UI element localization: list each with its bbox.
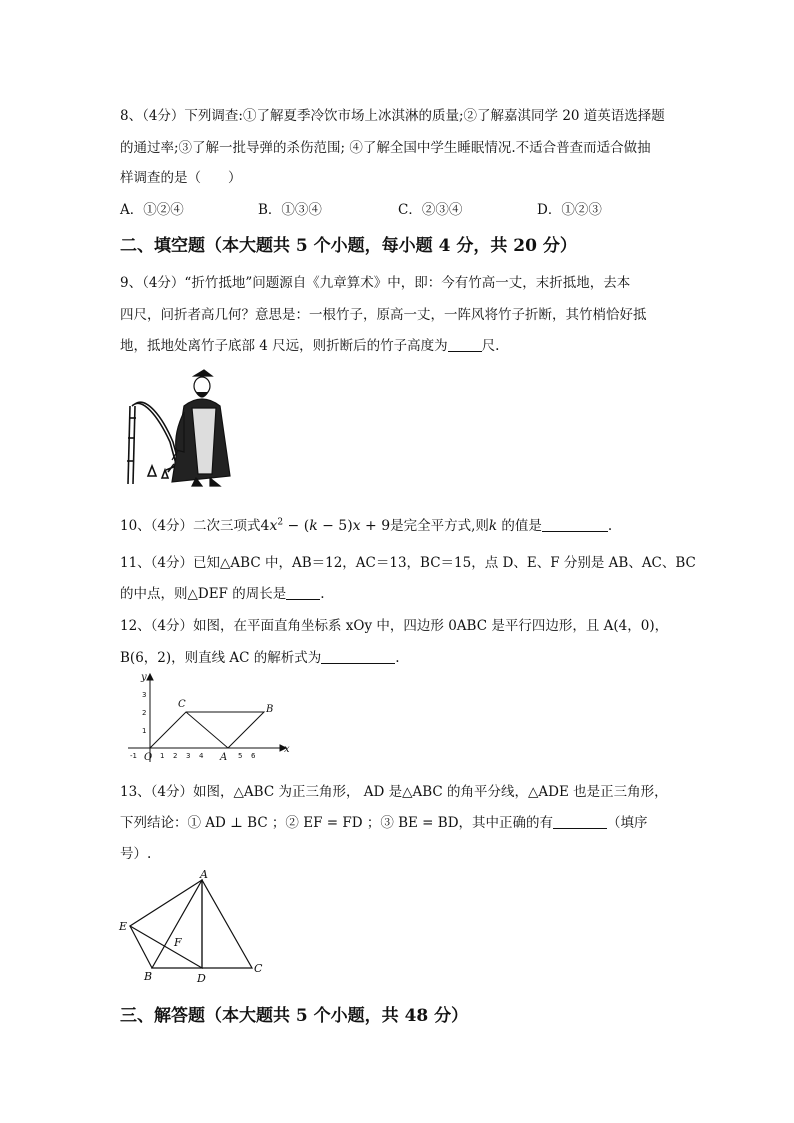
triangle-ade — [130, 880, 202, 968]
q8-line-2: 的通过率;③了解一批导弹的杀伤范围; ④了解全国中学生睡眠情况.不适合普查而适合做抽 — [120, 140, 651, 156]
point-b-label: B — [266, 704, 274, 715]
x-tick-label: 5 — [238, 752, 243, 760]
q10-line — [120, 514, 612, 534]
q8-line-3: 样调查的是（ ） — [120, 170, 242, 186]
q13-line-1: 13、（4分）如图，△ABC 为正三角形， AD 是△ABC 的角平分线，△ADE 也是正三角形， — [120, 784, 668, 800]
vertex-a-label: A — [200, 868, 208, 881]
q9-line-3-end: 尺. — [481, 338, 500, 354]
parallelogram-graph — [124, 670, 294, 766]
q12-line-2-text: B(6，2)，则直线 AC 的解析式为 — [120, 650, 322, 666]
vertex-b-label: B — [144, 970, 153, 983]
q12-answer-blank[interactable] — [321, 651, 395, 664]
y-tick-label: 3 — [142, 691, 147, 699]
q8-line-1: 8、（4分）下列调查:①了解夏季冷饮市场上冰淇淋的质量;②了解嘉淇同学 20 道英语选择题 — [120, 108, 665, 124]
x-tick-label: -1 — [130, 752, 137, 760]
q10-suffix: 的值是 — [497, 518, 542, 534]
q13-line-2-text: 下列结论：① AD ⊥ BC ；② EF = FD ；③ BE = BD，其中正确的有 — [120, 815, 554, 831]
q8-option-b: B．①③④ — [258, 202, 322, 218]
y-axis-label: y — [141, 672, 147, 683]
q9-line-3 — [120, 334, 499, 354]
q10-k: k — [488, 518, 498, 534]
q12-line-2 — [120, 646, 400, 666]
q10-expression: $4x^2 - (k - 5)x + 9$ — [260, 517, 391, 534]
point-c-label: C — [178, 699, 186, 710]
q10-end: . — [607, 518, 613, 534]
q8-option-a: A．①②④ — [120, 202, 184, 218]
q9-answer-blank[interactable] — [448, 339, 482, 352]
q11-line-2 — [120, 582, 325, 602]
point-f-label: F — [174, 936, 182, 949]
vertex-c-label: C — [254, 962, 263, 975]
q9-line-2: 四尺，问折者高几何？意思是：一根竹子，原高一丈，一阵风将竹子折断，其竹梢恰好抵 — [120, 307, 647, 323]
q11-line-2-end: . — [320, 586, 325, 602]
q8-option-d: D．①②③ — [537, 202, 602, 218]
y-tick-label: 2 — [142, 709, 147, 717]
q12-line-2-end: . — [395, 650, 400, 666]
q13-line-2 — [120, 811, 648, 831]
x-axis-label: x — [284, 744, 290, 755]
x-tick-label: 2 — [173, 752, 178, 760]
x-tick-label: 3 — [186, 752, 191, 760]
q12-line-1: 12、（4分）如图，在平面直角坐标系 xOy 中，四边形 0ABC 是平行四边形，且 A(4，0)， — [120, 618, 669, 634]
q9-line-1: 9、（4分）“折竹抵地”问题源自《九章算术》中，即：今有竹高一丈，末折抵地，去本 — [120, 275, 631, 291]
q13-line-2-end: （填序 — [607, 815, 648, 831]
section-2-heading: 二、填空题（本大题共 5 个小题，每小题 4 分，共 20 分） — [120, 236, 577, 256]
q9-line-3-text: 地，抵地处离竹子底部 4 尺远，则折断后的竹子高度为 — [120, 338, 448, 354]
q11-line-1: 11、（4分）已知△ABC 中，AB＝12，AC＝13，BC＝15，点 D、E、F 分别是 AB、AC、BC — [120, 555, 696, 571]
vertex-d-label: D — [197, 972, 206, 985]
x-tick-label: 4 — [199, 752, 204, 760]
x-tick-label: 6 — [251, 752, 256, 760]
q13-answer-blank[interactable] — [553, 816, 607, 829]
triangle-figure — [116, 868, 276, 984]
q10-mid: 是完全平方式,则 — [390, 518, 489, 534]
x-tick-label: 1 — [160, 752, 165, 760]
q11-line-2-text: 的中点，则△DEF 的周长是 — [120, 586, 287, 602]
line-ac — [186, 712, 228, 748]
q13-line-3: 号）. — [120, 846, 152, 862]
origin-label: O — [144, 752, 153, 763]
y-tick-label: 1 — [142, 727, 147, 735]
vertex-e-label: E — [119, 920, 128, 933]
q10-prefix: 10、（4分）二次三项式 — [120, 518, 261, 534]
y-axis-arrow-icon — [147, 674, 153, 680]
q11-answer-blank[interactable] — [286, 587, 320, 600]
q8-option-c: C．②③④ — [398, 202, 463, 218]
point-a-label: A — [220, 752, 228, 763]
section-3-heading: 三、解答题（本大题共 5 个小题，共 48 分） — [120, 1006, 469, 1026]
q10-answer-blank[interactable] — [542, 519, 608, 532]
bamboo-illustration — [118, 366, 238, 490]
